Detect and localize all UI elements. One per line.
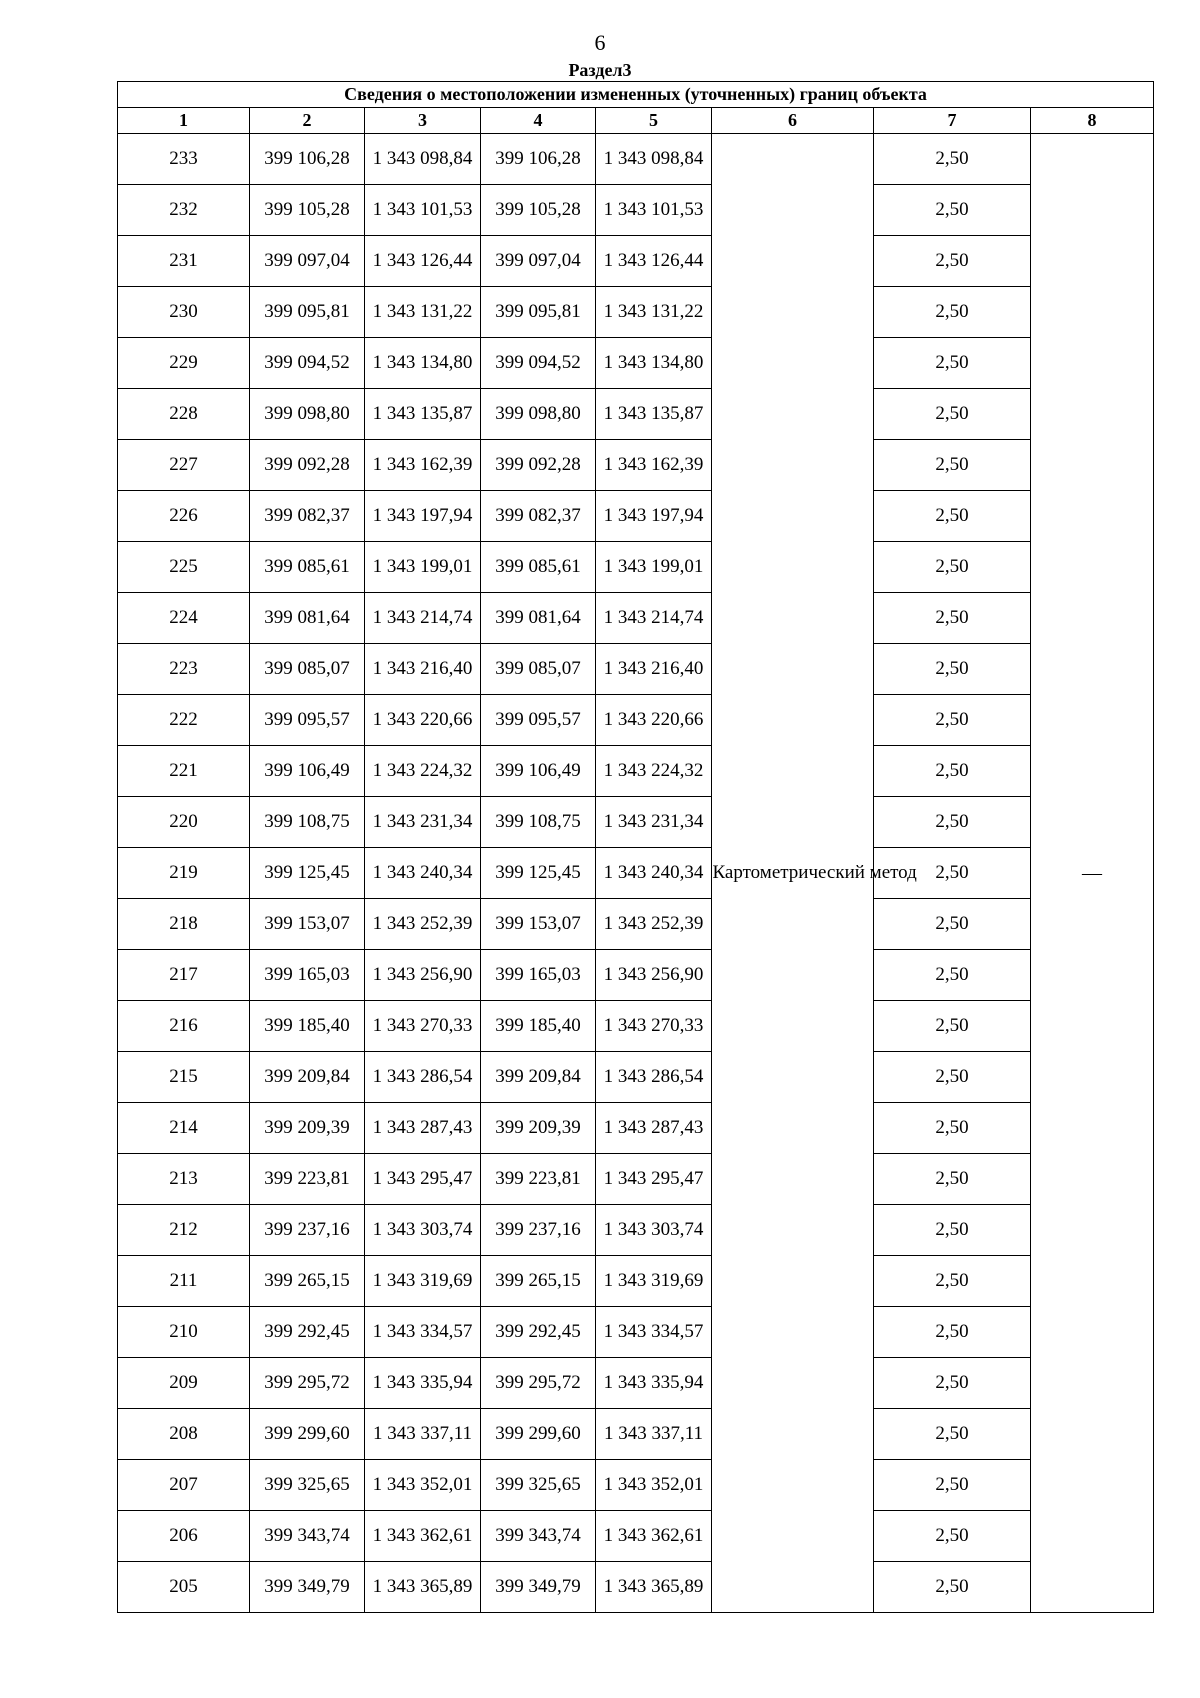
y-old-cell: 1 343 352,01 bbox=[365, 1460, 481, 1511]
y-new-cell: 1 343 319,69 bbox=[596, 1256, 712, 1307]
column-number: 1 bbox=[118, 108, 250, 134]
precision-cell: 2,50 bbox=[874, 1460, 1031, 1511]
precision-cell: 2,50 bbox=[874, 1154, 1031, 1205]
table-row bbox=[118, 1562, 1154, 1613]
y-old-cell: 1 343 216,40 bbox=[365, 644, 481, 695]
point-number-cell: 206 bbox=[118, 1511, 250, 1562]
y-old-cell: 1 343 256,90 bbox=[365, 950, 481, 1001]
y-old-cell: 1 343 365,89 bbox=[365, 1562, 481, 1613]
precision-cell: 2,50 bbox=[874, 287, 1031, 338]
x-new-cell: 399 299,60 bbox=[481, 1409, 596, 1460]
table-caption: Сведения о местоположении измененных (уточненных) границ объекта bbox=[118, 82, 1154, 108]
point-number-cell: 223 bbox=[118, 644, 250, 695]
precision-cell: 2,50 bbox=[874, 1103, 1031, 1154]
precision-cell: 2,50 bbox=[874, 1256, 1031, 1307]
x-new-cell: 399 105,28 bbox=[481, 185, 596, 236]
x-old-cell: 399 343,74 bbox=[250, 1511, 365, 1562]
column-number-row bbox=[118, 108, 1154, 134]
method-cell bbox=[712, 134, 917, 1613]
y-new-cell: 1 343 335,94 bbox=[596, 1358, 712, 1409]
x-new-cell: 399 095,81 bbox=[481, 287, 596, 338]
x-new-cell: 399 095,57 bbox=[481, 695, 596, 746]
y-new-cell: 1 343 334,57 bbox=[596, 1307, 712, 1358]
x-old-cell: 399 325,65 bbox=[250, 1460, 365, 1511]
y-new-cell: 1 343 199,01 bbox=[596, 542, 712, 593]
x-old-cell: 399 108,75 bbox=[250, 797, 365, 848]
y-new-cell: 1 343 270,33 bbox=[596, 1001, 712, 1052]
column-number: 6 bbox=[712, 108, 874, 134]
x-new-cell: 399 125,45 bbox=[481, 848, 596, 899]
point-number-cell: 224 bbox=[118, 593, 250, 644]
x-new-cell: 399 295,72 bbox=[481, 1358, 596, 1409]
precision-cell: 2,50 bbox=[874, 1358, 1031, 1409]
y-new-cell: 1 343 256,90 bbox=[596, 950, 712, 1001]
y-new-cell: 1 343 303,74 bbox=[596, 1205, 712, 1256]
y-new-cell: 1 343 197,94 bbox=[596, 491, 712, 542]
y-old-cell: 1 343 224,32 bbox=[365, 746, 481, 797]
y-old-cell: 1 343 319,69 bbox=[365, 1256, 481, 1307]
y-new-cell: 1 343 352,01 bbox=[596, 1460, 712, 1511]
precision-cell: 2,50 bbox=[874, 797, 1031, 848]
coordinates-table bbox=[117, 81, 1154, 1613]
column-number: 3 bbox=[365, 108, 481, 134]
y-new-cell: 1 343 134,80 bbox=[596, 338, 712, 389]
table-row bbox=[118, 1256, 1154, 1307]
x-old-cell: 399 125,45 bbox=[250, 848, 365, 899]
table-row bbox=[118, 950, 1154, 1001]
precision-cell: 2,50 bbox=[874, 593, 1031, 644]
x-new-cell: 399 092,28 bbox=[481, 440, 596, 491]
table-row bbox=[118, 848, 1154, 899]
table-row bbox=[118, 593, 1154, 644]
page-number: 6 bbox=[594, 30, 606, 55]
table-row bbox=[118, 491, 1154, 542]
point-number-cell: 232 bbox=[118, 185, 250, 236]
y-new-cell: 1 343 337,11 bbox=[596, 1409, 712, 1460]
table-row bbox=[118, 440, 1154, 491]
point-number-cell: 208 bbox=[118, 1409, 250, 1460]
table-row bbox=[118, 695, 1154, 746]
x-old-cell: 399 237,16 bbox=[250, 1205, 365, 1256]
y-old-cell: 1 343 101,53 bbox=[365, 185, 481, 236]
y-old-cell: 1 343 295,47 bbox=[365, 1154, 481, 1205]
point-number-cell: 218 bbox=[118, 899, 250, 950]
y-new-cell: 1 343 224,32 bbox=[596, 746, 712, 797]
x-new-cell: 399 085,61 bbox=[481, 542, 596, 593]
y-old-cell: 1 343 335,94 bbox=[365, 1358, 481, 1409]
y-old-cell: 1 343 303,74 bbox=[365, 1205, 481, 1256]
point-number-cell: 214 bbox=[118, 1103, 250, 1154]
y-old-cell: 1 343 135,87 bbox=[365, 389, 481, 440]
point-number-cell: 217 bbox=[118, 950, 250, 1001]
x-old-cell: 399 265,15 bbox=[250, 1256, 365, 1307]
column-number: 5 bbox=[596, 108, 712, 134]
x-new-cell: 399 209,84 bbox=[481, 1052, 596, 1103]
x-old-cell: 399 085,07 bbox=[250, 644, 365, 695]
precision-cell: 2,50 bbox=[874, 848, 1031, 899]
x-new-cell: 399 085,07 bbox=[481, 644, 596, 695]
y-old-cell: 1 343 270,33 bbox=[365, 1001, 481, 1052]
point-number-cell: 213 bbox=[118, 1154, 250, 1205]
x-old-cell: 399 081,64 bbox=[250, 593, 365, 644]
column-number: 7 bbox=[874, 108, 1031, 134]
y-new-cell: 1 343 216,40 bbox=[596, 644, 712, 695]
table-row bbox=[118, 542, 1154, 593]
precision-cell: 2,50 bbox=[874, 491, 1031, 542]
x-new-cell: 399 098,80 bbox=[481, 389, 596, 440]
x-old-cell: 399 085,61 bbox=[250, 542, 365, 593]
y-new-cell: 1 343 286,54 bbox=[596, 1052, 712, 1103]
point-number-cell: 205 bbox=[118, 1562, 250, 1613]
point-number-cell: 212 bbox=[118, 1205, 250, 1256]
table-row bbox=[118, 287, 1154, 338]
x-new-cell: 399 081,64 bbox=[481, 593, 596, 644]
y-old-cell: 1 343 214,74 bbox=[365, 593, 481, 644]
column-8-cell: — bbox=[1031, 134, 1154, 1613]
column-number: 4 bbox=[481, 108, 596, 134]
column-number: 8 bbox=[1031, 108, 1154, 134]
x-old-cell: 399 095,57 bbox=[250, 695, 365, 746]
precision-cell: 2,50 bbox=[874, 1562, 1031, 1613]
x-new-cell: 399 223,81 bbox=[481, 1154, 596, 1205]
x-new-cell: 399 185,40 bbox=[481, 1001, 596, 1052]
y-new-cell: 1 343 231,34 bbox=[596, 797, 712, 848]
y-old-cell: 1 343 098,84 bbox=[365, 134, 481, 185]
y-old-cell: 1 343 220,66 bbox=[365, 695, 481, 746]
table-row bbox=[118, 746, 1154, 797]
precision-cell: 2,50 bbox=[874, 236, 1031, 287]
point-number-cell: 231 bbox=[118, 236, 250, 287]
table-row bbox=[118, 185, 1154, 236]
x-old-cell: 399 097,04 bbox=[250, 236, 365, 287]
y-old-cell: 1 343 126,44 bbox=[365, 236, 481, 287]
point-number-cell: 225 bbox=[118, 542, 250, 593]
method-text: Картометрический метод bbox=[712, 862, 917, 883]
table-row bbox=[118, 797, 1154, 848]
y-old-cell: 1 343 286,54 bbox=[365, 1052, 481, 1103]
x-old-cell: 399 094,52 bbox=[250, 338, 365, 389]
precision-cell: 2,50 bbox=[874, 440, 1031, 491]
precision-cell: 2,50 bbox=[874, 1511, 1031, 1562]
y-new-cell: 1 343 214,74 bbox=[596, 593, 712, 644]
y-new-cell: 1 343 135,87 bbox=[596, 389, 712, 440]
precision-cell: 2,50 bbox=[874, 1409, 1031, 1460]
point-number-cell: 216 bbox=[118, 1001, 250, 1052]
x-old-cell: 399 098,80 bbox=[250, 389, 365, 440]
y-old-cell: 1 343 134,80 bbox=[365, 338, 481, 389]
table-row bbox=[118, 1103, 1154, 1154]
x-new-cell: 399 082,37 bbox=[481, 491, 596, 542]
x-old-cell: 399 185,40 bbox=[250, 1001, 365, 1052]
y-old-cell: 1 343 199,01 bbox=[365, 542, 481, 593]
x-old-cell: 399 092,28 bbox=[250, 440, 365, 491]
x-new-cell: 399 094,52 bbox=[481, 338, 596, 389]
y-new-cell: 1 343 162,39 bbox=[596, 440, 712, 491]
y-old-cell: 1 343 287,43 bbox=[365, 1103, 481, 1154]
point-number-cell: 227 bbox=[118, 440, 250, 491]
y-new-cell: 1 343 131,22 bbox=[596, 287, 712, 338]
x-new-cell: 399 343,74 bbox=[481, 1511, 596, 1562]
y-new-cell: 1 343 287,43 bbox=[596, 1103, 712, 1154]
column-number: 2 bbox=[250, 108, 365, 134]
x-old-cell: 399 105,28 bbox=[250, 185, 365, 236]
y-new-cell: 1 343 252,39 bbox=[596, 899, 712, 950]
precision-cell: 2,50 bbox=[874, 389, 1031, 440]
y-old-cell: 1 343 252,39 bbox=[365, 899, 481, 950]
y-old-cell: 1 343 334,57 bbox=[365, 1307, 481, 1358]
y-new-cell: 1 343 295,47 bbox=[596, 1154, 712, 1205]
x-new-cell: 399 325,65 bbox=[481, 1460, 596, 1511]
x-old-cell: 399 082,37 bbox=[250, 491, 365, 542]
y-new-cell: 1 343 101,53 bbox=[596, 185, 712, 236]
point-number-cell: 221 bbox=[118, 746, 250, 797]
table-row bbox=[118, 1358, 1154, 1409]
x-old-cell: 399 153,07 bbox=[250, 899, 365, 950]
table-row bbox=[118, 1001, 1154, 1052]
point-number-cell: 219 bbox=[118, 848, 250, 899]
y-old-cell: 1 343 231,34 bbox=[365, 797, 481, 848]
table-row bbox=[118, 389, 1154, 440]
x-new-cell: 399 349,79 bbox=[481, 1562, 596, 1613]
table-row bbox=[118, 1052, 1154, 1103]
y-new-cell: 1 343 240,34 bbox=[596, 848, 712, 899]
table-row bbox=[118, 236, 1154, 287]
point-number-cell: 211 bbox=[118, 1256, 250, 1307]
precision-cell: 2,50 bbox=[874, 185, 1031, 236]
y-new-cell: 1 343 098,84 bbox=[596, 134, 712, 185]
y-new-cell: 1 343 362,61 bbox=[596, 1511, 712, 1562]
table-row bbox=[118, 1409, 1154, 1460]
point-number-cell: 228 bbox=[118, 389, 250, 440]
y-new-cell: 1 343 365,89 bbox=[596, 1562, 712, 1613]
y-old-cell: 1 343 362,61 bbox=[365, 1511, 481, 1562]
x-old-cell: 399 209,84 bbox=[250, 1052, 365, 1103]
precision-cell: 2,50 bbox=[874, 1001, 1031, 1052]
point-number-cell: 230 bbox=[118, 287, 250, 338]
y-old-cell: 1 343 197,94 bbox=[365, 491, 481, 542]
precision-cell: 2,50 bbox=[874, 1052, 1031, 1103]
precision-cell: 2,50 bbox=[874, 695, 1031, 746]
x-new-cell: 399 153,07 bbox=[481, 899, 596, 950]
point-number-cell: 210 bbox=[118, 1307, 250, 1358]
table-row bbox=[118, 899, 1154, 950]
point-number-cell: 226 bbox=[118, 491, 250, 542]
x-new-cell: 399 292,45 bbox=[481, 1307, 596, 1358]
table-row bbox=[118, 1205, 1154, 1256]
table-row bbox=[118, 134, 1154, 185]
y-old-cell: 1 343 131,22 bbox=[365, 287, 481, 338]
table-row bbox=[118, 1307, 1154, 1358]
precision-cell: 2,50 bbox=[874, 134, 1031, 185]
point-number-cell: 207 bbox=[118, 1460, 250, 1511]
precision-cell: 2,50 bbox=[874, 542, 1031, 593]
x-new-cell: 399 106,28 bbox=[481, 134, 596, 185]
x-new-cell: 399 097,04 bbox=[481, 236, 596, 287]
table-row bbox=[118, 1460, 1154, 1511]
point-number-cell: 215 bbox=[118, 1052, 250, 1103]
x-old-cell: 399 095,81 bbox=[250, 287, 365, 338]
table-row bbox=[118, 1511, 1154, 1562]
precision-cell: 2,50 bbox=[874, 1307, 1031, 1358]
x-old-cell: 399 349,79 bbox=[250, 1562, 365, 1613]
y-old-cell: 1 343 240,34 bbox=[365, 848, 481, 899]
point-number-cell: 229 bbox=[118, 338, 250, 389]
x-old-cell: 399 295,72 bbox=[250, 1358, 365, 1409]
x-new-cell: 399 108,75 bbox=[481, 797, 596, 848]
x-new-cell: 399 165,03 bbox=[481, 950, 596, 1001]
x-old-cell: 399 165,03 bbox=[250, 950, 365, 1001]
point-number-cell: 220 bbox=[118, 797, 250, 848]
y-old-cell: 1 343 337,11 bbox=[365, 1409, 481, 1460]
x-old-cell: 399 223,81 bbox=[250, 1154, 365, 1205]
table-row bbox=[118, 338, 1154, 389]
x-old-cell: 399 106,28 bbox=[250, 134, 365, 185]
table-body bbox=[118, 134, 1154, 1613]
precision-cell: 2,50 bbox=[874, 899, 1031, 950]
x-new-cell: 399 106,49 bbox=[481, 746, 596, 797]
precision-cell: 2,50 bbox=[874, 1205, 1031, 1256]
section-title: Раздел3 bbox=[568, 60, 632, 80]
point-number-cell: 233 bbox=[118, 134, 250, 185]
table-row bbox=[118, 1154, 1154, 1205]
precision-cell: 2,50 bbox=[874, 338, 1031, 389]
y-old-cell: 1 343 162,39 bbox=[365, 440, 481, 491]
precision-cell: 2,50 bbox=[874, 644, 1031, 695]
y-new-cell: 1 343 220,66 bbox=[596, 695, 712, 746]
x-old-cell: 399 299,60 bbox=[250, 1409, 365, 1460]
y-new-cell: 1 343 126,44 bbox=[596, 236, 712, 287]
x-new-cell: 399 209,39 bbox=[481, 1103, 596, 1154]
point-number-cell: 209 bbox=[118, 1358, 250, 1409]
table-row bbox=[118, 644, 1154, 695]
x-old-cell: 399 292,45 bbox=[250, 1307, 365, 1358]
precision-cell: 2,50 bbox=[874, 950, 1031, 1001]
x-old-cell: 399 106,49 bbox=[250, 746, 365, 797]
precision-cell: 2,50 bbox=[874, 746, 1031, 797]
x-new-cell: 399 237,16 bbox=[481, 1205, 596, 1256]
x-old-cell: 399 209,39 bbox=[250, 1103, 365, 1154]
x-new-cell: 399 265,15 bbox=[481, 1256, 596, 1307]
point-number-cell: 222 bbox=[118, 695, 250, 746]
